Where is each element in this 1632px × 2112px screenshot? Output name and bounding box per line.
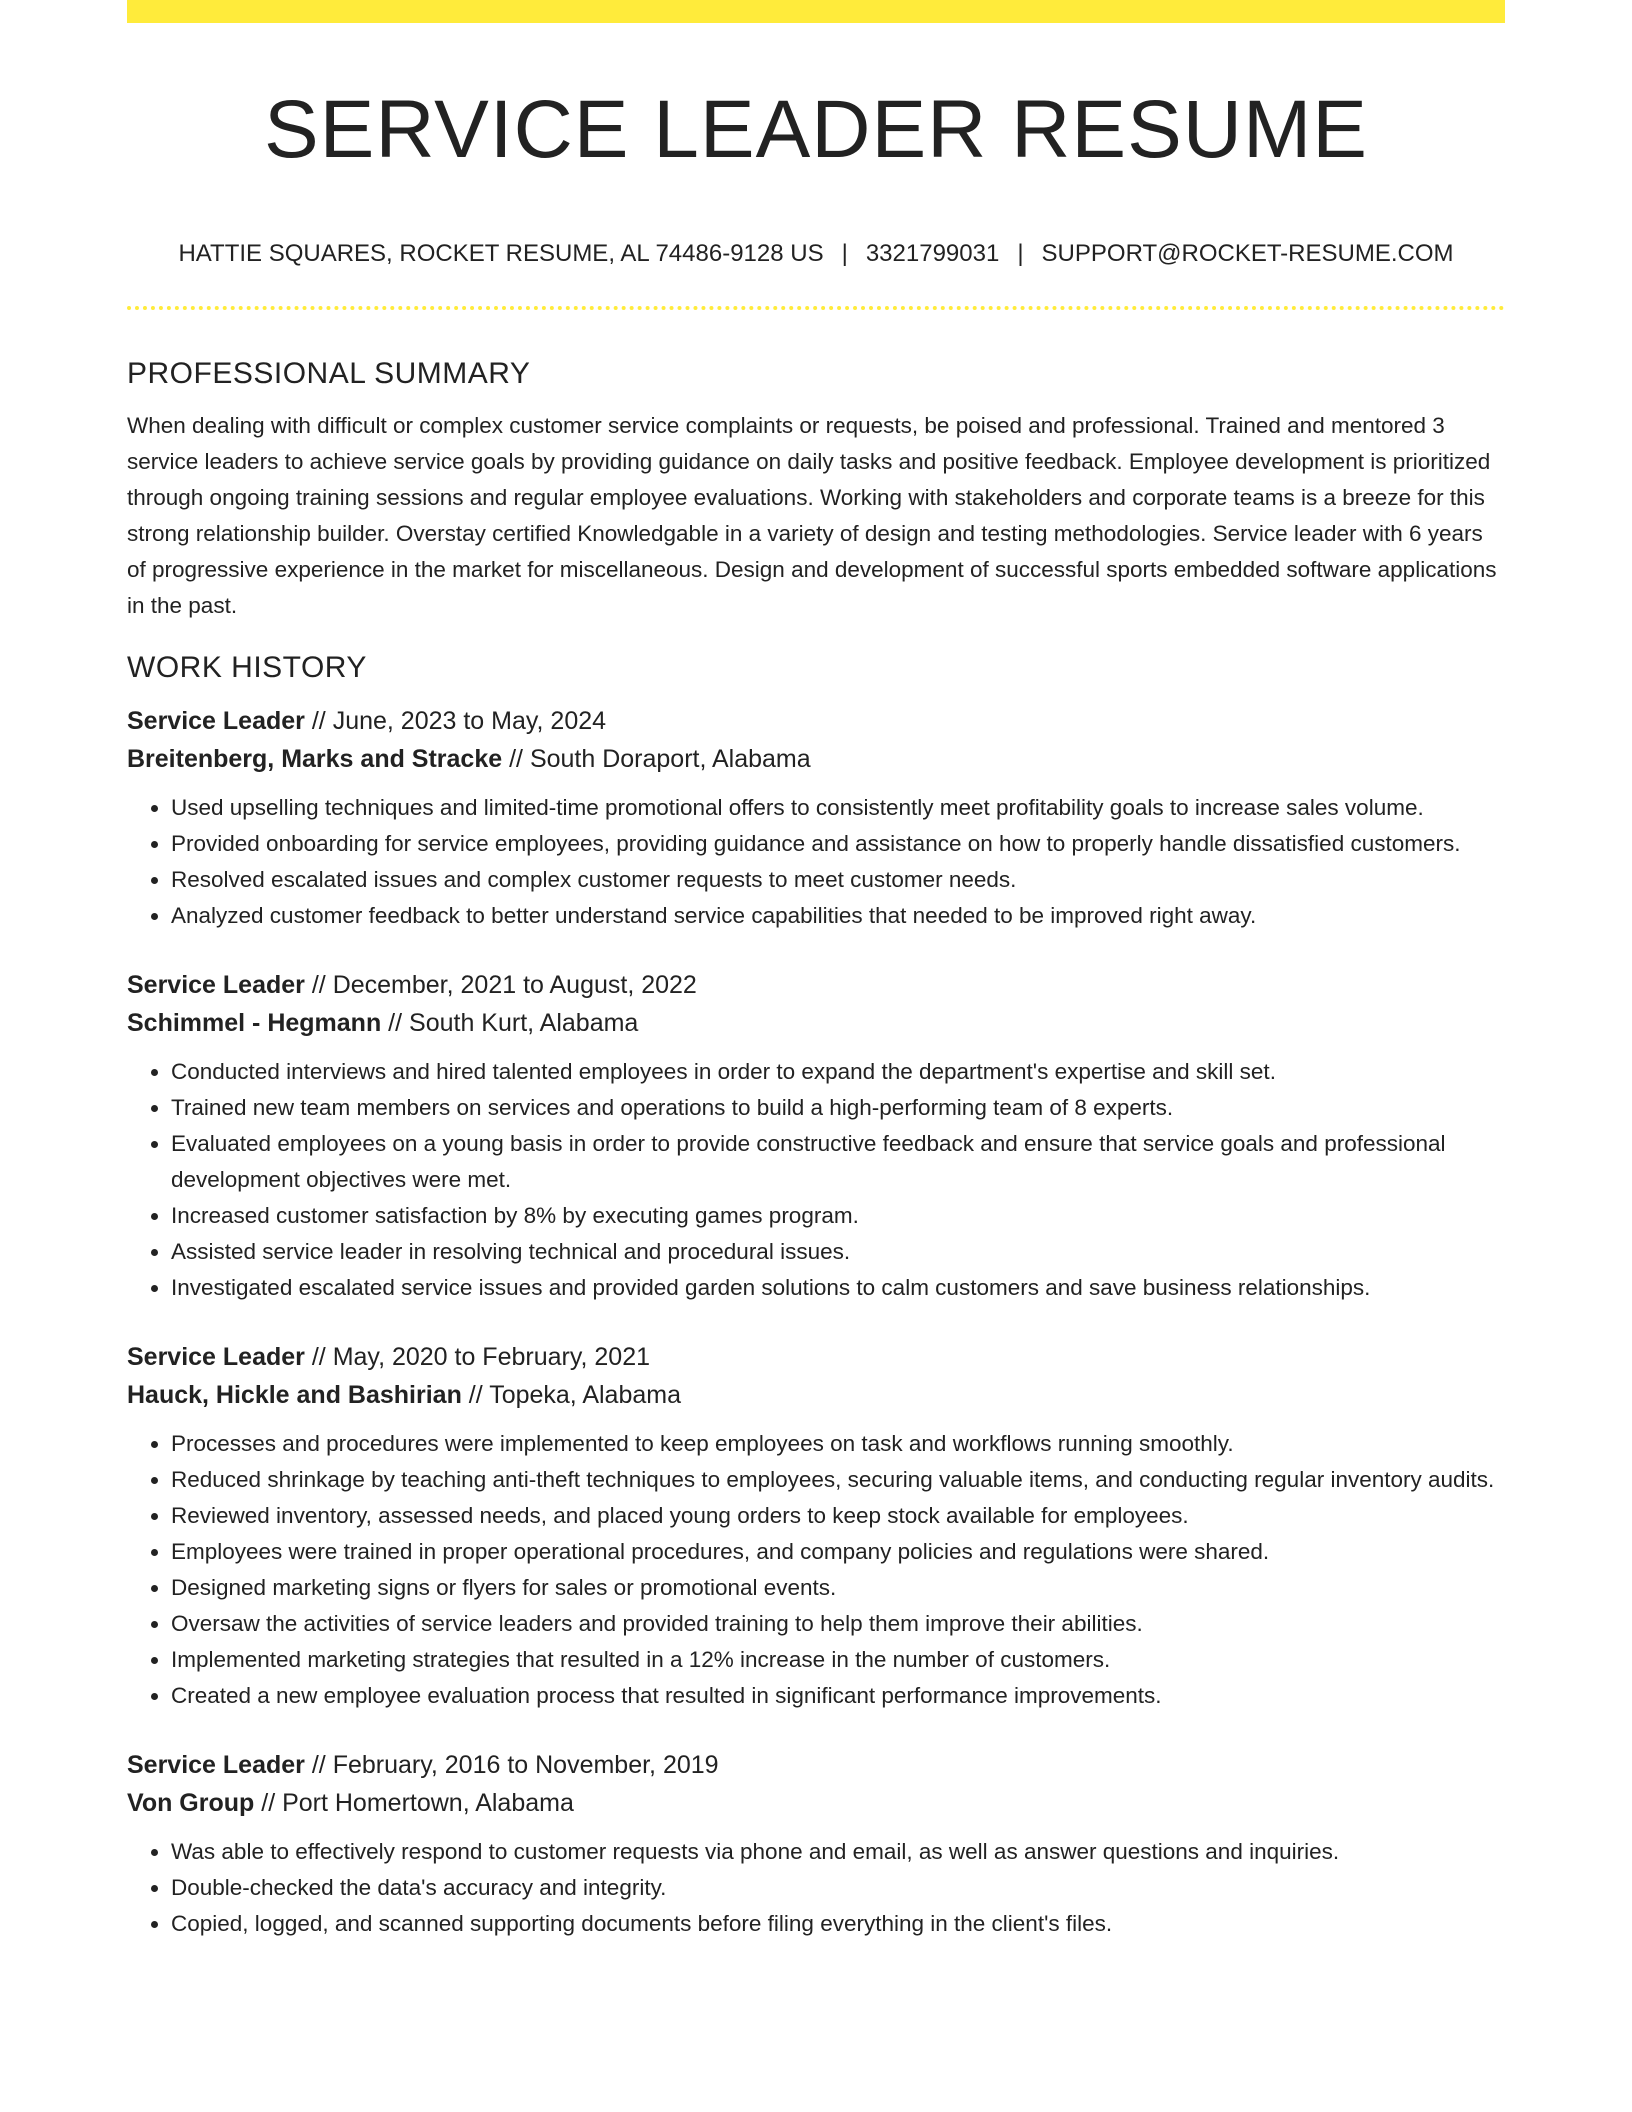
duty-item: • Resolved escalated issues and complex customer requests to meet customer needs. — [171, 862, 1505, 898]
duty-item: • Copied, logged, and scanned supporting documents before filing everything in the client's files. — [171, 1906, 1505, 1942]
job-dates: // February, 2016 to November, 2019 — [304, 1751, 719, 1779]
job-entry — [127, 1746, 1505, 1942]
duty-item: • Used upselling techniques and limited-time promotional offers to consistently meet profitability goals to increase sales volume. — [171, 790, 1505, 826]
duty-item: • Evaluated employees on a young basis in order to provide constructive feedback and ensure that service goals and professional development objectives were met. — [171, 1126, 1505, 1198]
resume-content — [127, 352, 1505, 1942]
duties-list — [127, 1426, 1505, 1714]
duty-item: • Provided onboarding for service employees, providing guidance and assistance on how to properly handle dissatisfied customers. — [171, 826, 1505, 862]
duty-item: • Assisted service leader in resolving technical and procedural issues. — [171, 1234, 1505, 1270]
job-entry — [127, 1338, 1505, 1714]
duty-item: • Trained new team members on services and operations to build a high-performing team of 8 experts. — [171, 1090, 1505, 1126]
duty-item: • Reduced shrinkage by teaching anti-theft techniques to employees, securing valuable items, and conducting regular inventory audits. — [171, 1462, 1505, 1498]
job-title-line — [127, 702, 1505, 740]
contact-phone: 3321799031 — [865, 240, 1000, 267]
job-company-line — [127, 1376, 1505, 1414]
duty-item: • Employees were trained in proper operational procedures, and company policies and regulations were shared. — [171, 1534, 1505, 1570]
duty-item: • Investigated escalated service issues and provided garden solutions to calm customers and save business relationships. — [171, 1270, 1505, 1306]
job-company-line — [127, 1784, 1505, 1822]
job-title: Service Leader — [127, 1343, 305, 1371]
job-company: Schimmel - Hegmann — [127, 1009, 382, 1037]
duty-item: • Created a new employee evaluation process that resulted in significant performance improvements. — [171, 1678, 1505, 1714]
duty-item: • Increased customer satisfaction by 8% by executing games program. — [171, 1198, 1505, 1234]
job-dates: // December, 2021 to August, 2022 — [304, 971, 697, 999]
professional-summary-section — [127, 352, 1505, 624]
dotted-divider — [127, 306, 1505, 310]
section-heading-summary: PROFESSIONAL SUMMARY — [127, 357, 531, 390]
contact-address: HATTIE SQUARES, ROCKET RESUME, AL 74486-9128 US — [178, 240, 824, 267]
duty-item: • Conducted interviews and hired talented employees in order to expand the department's expertise and skill set. — [171, 1054, 1505, 1090]
job-title: Service Leader — [127, 707, 305, 735]
contact-line — [127, 236, 1505, 272]
job-location: // Port Homertown, Alabama — [254, 1789, 574, 1817]
job-location: // South Kurt, Alabama — [381, 1009, 639, 1037]
job-company: Breitenberg, Marks and Stracke — [127, 745, 503, 773]
accent-top-bar — [127, 0, 1505, 23]
job-dates: // June, 2023 to May, 2024 — [304, 707, 607, 735]
duties-list — [127, 1834, 1505, 1942]
contact-separator: | — [841, 240, 848, 267]
work-history-section — [127, 646, 1505, 1942]
job-company-line — [127, 1004, 1505, 1042]
summary-text: When dealing with difficult or complex customer service complaints or requests, be poised and professional. Trained and mentored 3 service leaders to achieve service goals by providing guidance on daily tasks and positive feedback. Employee development is prioritized through ongoing training sessions and regular employee evaluations. Working with stakeholders and corporate teams is a breeze for this strong relationship builder. Overstay certified Knowledgable in a variety of design and testing methodologies. Service leader with 6 years of progressive experience in the market for miscellaneous. Design and development of successful sports embedded software applications in the past. — [127, 413, 1497, 618]
job-company: Von Group — [127, 1789, 255, 1817]
job-title: Service Leader — [127, 1751, 305, 1779]
duty-item: • Processes and procedures were implemented to keep employees on task and workflows running smoothly. — [171, 1426, 1505, 1462]
duty-item: • Designed marketing signs or flyers for sales or promotional events. — [171, 1570, 1505, 1606]
duty-item: • Reviewed inventory, assessed needs, and placed young orders to keep stock available for employees. — [171, 1498, 1505, 1534]
duty-item: • Analyzed customer feedback to better understand service capabilities that needed to be improved right away. — [171, 898, 1505, 934]
job-title: Service Leader — [127, 971, 305, 999]
duty-item: • Double-checked the data's accuracy and integrity. — [171, 1870, 1505, 1906]
duties-list — [127, 1054, 1505, 1306]
contact-separator: | — [1017, 240, 1024, 267]
job-company-line — [127, 740, 1505, 778]
section-heading-work-history: WORK HISTORY — [127, 651, 367, 684]
job-location: // South Doraport, Alabama — [502, 745, 811, 773]
job-title-line — [127, 1338, 1505, 1376]
job-location: // Topeka, Alabama — [461, 1381, 681, 1409]
duties-list — [127, 790, 1505, 934]
job-entry — [127, 966, 1505, 1306]
duty-item: • Was able to effectively respond to customer requests via phone and email, as well as answer questions and inquiries. — [171, 1834, 1505, 1870]
resume-title: SERVICE LEADER RESUME — [263, 84, 1369, 175]
job-entry — [127, 702, 1505, 934]
duty-item: • Implemented marketing strategies that resulted in a 12% increase in the number of customers. — [171, 1642, 1505, 1678]
contact-email: SUPPORT@ROCKET-RESUME.COM — [1041, 240, 1454, 267]
job-dates: // May, 2020 to February, 2021 — [304, 1343, 650, 1371]
duty-item: • Oversaw the activities of service leaders and provided training to help them improve their abilities. — [171, 1606, 1505, 1642]
job-company: Hauck, Hickle and Bashirian — [127, 1381, 462, 1409]
job-title-line — [127, 966, 1505, 1004]
job-title-line — [127, 1746, 1505, 1784]
